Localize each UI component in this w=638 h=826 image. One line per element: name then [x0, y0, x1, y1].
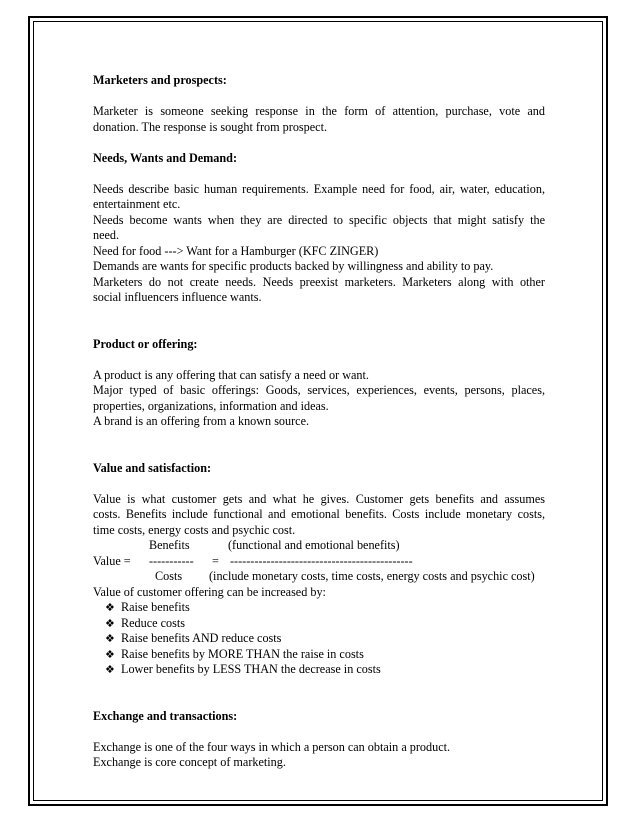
value-formula-line — [93, 554, 545, 570]
document-body — [93, 73, 545, 771]
value-increase-list — [93, 600, 545, 678]
list-item: ❖ Reduce costs — [105, 615, 185, 630]
value-formula-numerator — [93, 538, 545, 554]
text-line: Need for food ---> Want for a Hamburger (KFC ZINGER) — [93, 243, 379, 258]
list-item: ❖ Raise benefits by MORE THAN the raise in costs — [105, 646, 364, 661]
value-formula-denominator — [93, 569, 545, 585]
diamond-bullet-icon: ❖ — [105, 601, 115, 614]
text-line: Value is what customer gets and what he gives. Customer gets benefits and assumes — [93, 491, 545, 506]
text-line: Needs describe basic human requirements. Example need for food, air, water, education, — [93, 181, 545, 196]
formula-costs: Costs — [155, 569, 183, 583]
formula-costs-note: (include monetary costs, time costs, energy costs and psychic cost) — [209, 569, 535, 583]
section-heading-value: Value and satisfaction: — [93, 460, 212, 475]
diamond-bullet-icon: ❖ — [105, 616, 115, 630]
diamond-bullet-icon: ❖ — [105, 632, 115, 645]
formula-benefits-note: (functional and emotional benefits) — [228, 538, 400, 552]
formula-dash-short: ----------- — [149, 553, 194, 568]
text-line: entertainment etc. — [93, 197, 181, 211]
formula-equals: = — [212, 553, 219, 568]
text-line: social influencers influence wants. — [93, 290, 262, 304]
section-heading-needs: Needs, Wants and Demand: — [93, 150, 238, 165]
text-line: Demands are wants for specific products backed by willingness and ability to pay. — [93, 259, 494, 273]
text-line: A product is any offering that can satisfy a need or want. — [93, 367, 369, 382]
text-line: Marketers do not create needs. Needs preexist marketers. Marketers along with other — [93, 274, 545, 289]
text-line: Value of customer offering can be increased by: — [93, 584, 326, 599]
list-item: ❖ Raise benefits — [105, 600, 190, 614]
text-line: Exchange is one of the four ways in which a person can obtain a product. — [93, 739, 451, 754]
section-heading-exchange: Exchange and transactions: — [93, 708, 238, 723]
text-line: properties, organizations, information and ideas. — [93, 398, 329, 413]
section-heading-product: Product or offering: — [93, 336, 198, 351]
text-line: Exchange is core concept of marketing. — [93, 755, 286, 769]
list-item: ❖ Lower benefits by LESS THAN the decrease in costs — [105, 662, 381, 676]
text-line: need. — [93, 228, 120, 242]
text-line: donation. The response is sought from prospect. — [93, 119, 328, 134]
formula-dash-long: --------------------------------------------- — [230, 553, 413, 568]
text-line: Marketer is someone seeking response in the form of attention, purchase, vote and — [93, 104, 545, 118]
text-line: costs. Benefits include functional and emotional benefits. Costs include monetary costs, — [93, 507, 545, 521]
list-item: ❖ Raise benefits AND reduce costs — [105, 631, 282, 645]
text-line: Needs become wants when they are directed to specific objects that might satisfy the — [93, 212, 545, 227]
formula-benefits: Benefits — [149, 538, 190, 552]
formula-value-label: Value = — [93, 553, 131, 568]
section-heading-marketers: Marketers and prospects: — [93, 73, 227, 87]
diamond-bullet-icon: ❖ — [105, 647, 115, 661]
diamond-bullet-icon: ❖ — [105, 663, 115, 676]
text-line: A brand is an offering from a known source. — [93, 414, 310, 428]
text-line: time costs, energy costs and psychic cost. — [93, 522, 296, 537]
text-line: Major typed of basic offerings: Goods, services, experiences, events, persons, places, — [93, 383, 545, 397]
